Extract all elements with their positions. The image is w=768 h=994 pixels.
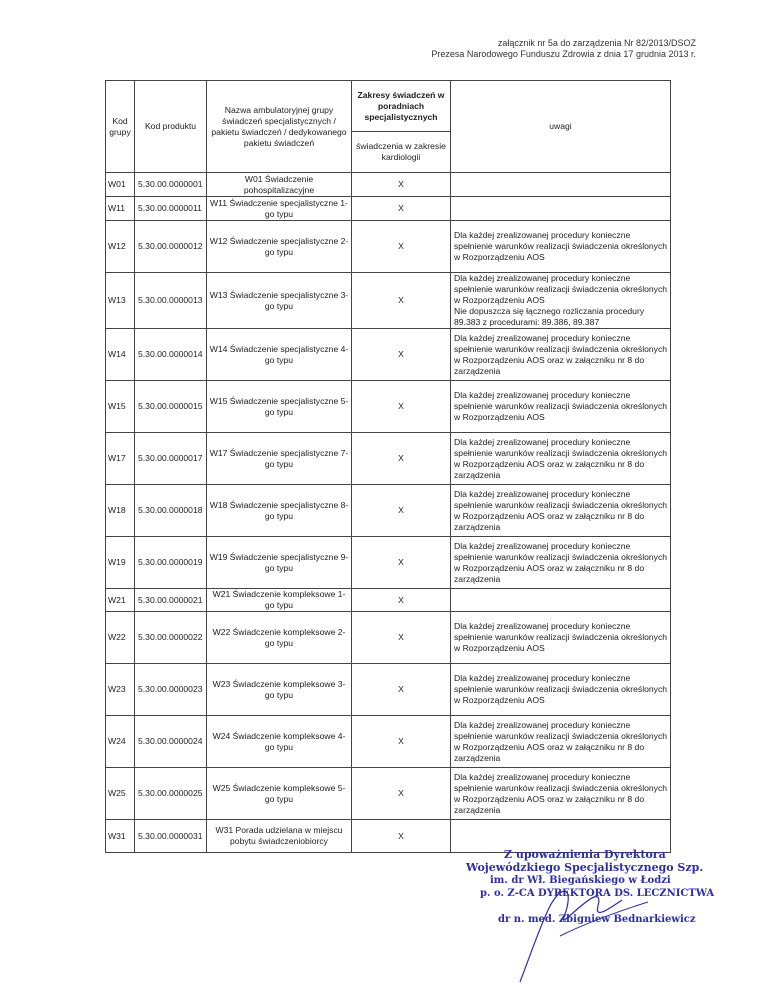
cell-kod-grupy: W31	[106, 820, 135, 853]
cell-kod-produktu: 5.30.00.0000012	[135, 221, 207, 273]
cell-uwagi: Dla każdej zrealizowanej procedury konieczne spełnienie warunków realizacji świadczenia określonych w Rozporządzeniu AOS oraz w załączniku nr 8 do zarządzenia	[451, 329, 671, 381]
cell-kod-produktu: 5.30.00.0000031	[135, 820, 207, 853]
cell-kod-produktu: 5.30.00.0000013	[135, 273, 207, 329]
table-row	[106, 197, 671, 221]
cell-uwagi: Dla każdej zrealizowanej procedury konieczne spełnienie warunków realizacji świadczenia określonych w Rozporządzeniu AOS	[451, 664, 671, 716]
cell-kod-produktu: 5.30.00.0000001	[135, 173, 207, 197]
cell-uwagi: Dla każdej zrealizowanej procedury konieczne spełnienie warunków realizacji świadczenia określonych w Rozporządzeniu AOS oraz w załączniku nr 8 do zarządzenia	[451, 485, 671, 537]
cell-kardiologia-mark: X	[352, 664, 451, 716]
cell-kod-produktu: 5.30.00.0000015	[135, 381, 207, 433]
cell-kardiologia-mark: X	[352, 485, 451, 537]
cell-kod-produktu: 5.30.00.0000025	[135, 768, 207, 820]
cell-kod-produktu: 5.30.00.0000024	[135, 716, 207, 768]
table-row	[106, 716, 671, 768]
cell-kardiologia-mark: X	[352, 768, 451, 820]
table-row	[106, 273, 671, 329]
table-row	[106, 768, 671, 820]
cell-kod-grupy: W14	[106, 329, 135, 381]
cell-uwagi: Dla każdej zrealizowanej procedury konieczne spełnienie warunków realizacji świadczenia określonych w Rozporządzeniu AOS oraz w załączniku nr 8 do zarządzenia	[451, 716, 671, 768]
table-row	[106, 173, 671, 197]
cell-uwagi: Dla każdej zrealizowanej procedury konieczne spełnienie warunków realizacji świadczenia określonych w Rozporządzeniu AOS oraz w załączniku nr 8 do zarządzenia	[451, 768, 671, 820]
attachment-header-line2: Prezesa Narodowego Funduszu Zdrowia z dnia 17 grudnia 2013 r.	[431, 49, 696, 59]
cell-kod-produktu: 5.30.00.0000019	[135, 537, 207, 589]
cell-kod-produktu: 5.30.00.0000017	[135, 433, 207, 485]
cell-kod-produktu: 5.30.00.0000018	[135, 485, 207, 537]
cell-kod-produktu: 5.30.00.0000014	[135, 329, 207, 381]
cell-kod-produktu: 5.30.00.0000011	[135, 197, 207, 221]
cell-kod-grupy: W18	[106, 485, 135, 537]
cell-kod-grupy: W22	[106, 612, 135, 664]
attachment-header-line1: załącznik nr 5a do zarządzenia Nr 82/2013/DSOZ	[497, 38, 696, 48]
services-table	[105, 80, 671, 853]
cell-uwagi	[451, 173, 671, 197]
cell-nazwa: W14 Świadczenie specjalistyczne 4-go typu	[207, 329, 352, 381]
cell-uwagi: Dla każdej zrealizowanej procedury konieczne spełnienie warunków realizacji świadczenia określonych w Rozporządzeniu AOS oraz w załączniku nr 8 do zarządzenia	[451, 537, 671, 589]
cell-kardiologia-mark: X	[352, 381, 451, 433]
cell-uwagi: Dla każdej zrealizowanej procedury konieczne spełnienie warunków realizacji świadczenia określonych w Rozporządzeniu AOS	[451, 381, 671, 433]
cell-kardiologia-mark: X	[352, 433, 451, 485]
cell-kardiologia-mark: X	[352, 612, 451, 664]
cell-nazwa: W31 Porada udzielana w miejscu pobytu świadczeniobiorcy	[207, 820, 352, 853]
cell-kod-grupy: W11	[106, 197, 135, 221]
cell-nazwa: W11 Świadczenie specjalistyczne 1-go typu	[207, 197, 352, 221]
table-row	[106, 664, 671, 716]
cell-kardiologia-mark: X	[352, 197, 451, 221]
stamp-line2: Wojewódzkiego Specjalistycznego Szp.	[466, 861, 704, 874]
cell-kardiologia-mark: X	[352, 173, 451, 197]
cell-kod-grupy: W25	[106, 768, 135, 820]
cell-kod-grupy: W23	[106, 664, 135, 716]
cell-kod-produktu: 5.30.00.0000023	[135, 664, 207, 716]
cell-uwagi	[451, 589, 671, 612]
cell-kardiologia-mark: X	[352, 329, 451, 381]
cell-uwagi: Dla każdej zrealizowanej procedury konieczne spełnienie warunków realizacji świadczenia określonych w Rozporządzeniu AOS oraz w załączniku nr 8 do zarządzenia	[451, 433, 671, 485]
cell-kardiologia-mark: X	[352, 589, 451, 612]
cell-nazwa: W01 Świadczenie pohospitalizacyjne	[207, 173, 352, 197]
table-row	[106, 221, 671, 273]
cell-kardiologia-mark: X	[352, 716, 451, 768]
table-row	[106, 433, 671, 485]
cell-kod-grupy: W17	[106, 433, 135, 485]
cell-nazwa: W13 Świadczenie specjalistyczne 3-go typu	[207, 273, 352, 329]
cell-nazwa: W22 Świadczenie kompleksowe 2-go typu	[207, 612, 352, 664]
cell-kardiologia-mark: X	[352, 221, 451, 273]
cell-uwagi: Dla każdej zrealizowanej procedury konieczne spełnienie warunków realizacji świadczenia określonych w Rozporządzeniu AOS	[451, 612, 671, 664]
cell-nazwa: W12 Świadczenie specjalistyczne 2-go typu	[207, 221, 352, 273]
stamp-line4: p. o. Z-CA DYREKTORA DS. LECZNICTWA	[480, 888, 715, 899]
cell-kod-produktu: 5.30.00.0000021	[135, 589, 207, 612]
cell-kardiologia-mark: X	[352, 273, 451, 329]
cell-kod-grupy: W24	[106, 716, 135, 768]
cell-uwagi	[451, 197, 671, 221]
cell-kod-grupy: W01	[106, 173, 135, 197]
cell-kod-grupy: W21	[106, 589, 135, 612]
cell-nazwa: W21 Świadczenie kompleksowe 1-go typu	[207, 589, 352, 612]
table-row	[106, 612, 671, 664]
cell-nazwa: W15 Świadczenie specjalistyczne 5-go typu	[207, 381, 352, 433]
cell-nazwa: W19 Świadczenie specjalistyczne 9-go typu	[207, 537, 352, 589]
table-row	[106, 329, 671, 381]
stamp-line1: Z upoważnienia Dyrektora	[504, 848, 666, 861]
cell-uwagi: Dla każdej zrealizowanej procedury konieczne spełnienie warunków realizacji świadczenia określonych w Rozporządzeniu AOS	[451, 221, 671, 273]
table-row	[106, 537, 671, 589]
cell-uwagi: Dla każdej zrealizowanej procedury konieczne spełnienie warunków realizacji świadczenia określonych w Rozporządzeniu AOS Nie dopuszcza się łącznego rozliczania procedury 89.383 z procedurami: 89.386, 89.387	[451, 273, 671, 329]
cell-kardiologia-mark: X	[352, 537, 451, 589]
header-zakresy: Zakresy świadczeń w poradniach specjalistycznych	[352, 81, 451, 132]
cell-nazwa: W25 Świadczenie kompleksowe 5-go typu	[207, 768, 352, 820]
stamp-line3: im. dr Wł. Biegańskiego w Łodzi	[490, 875, 671, 886]
cell-nazwa: W23 Świadczenie kompleksowe 3-go typu	[207, 664, 352, 716]
header-nazwa: Nazwa ambulatoryjnej grupy świadczeń specjalistycznych / pakietu świadczeń / dedykowanego pakietu świadczeń	[207, 81, 352, 173]
cell-kod-grupy: W12	[106, 221, 135, 273]
cell-kardiologia-mark: X	[352, 820, 451, 853]
cell-nazwa: W17 Świadczenie specjalistyczne 7-go typu	[207, 433, 352, 485]
header-uwagi: uwagi	[451, 81, 671, 173]
header-kardiologia: świadczenia w zakresie kardiologii	[352, 132, 451, 173]
cell-kod-grupy: W15	[106, 381, 135, 433]
header-kod-grupy: Kod grupy	[106, 81, 135, 173]
cell-nazwa: W24 Świadczenie kompleksowe 4-go typu	[207, 716, 352, 768]
header-kod-produktu: Kod produktu	[135, 81, 207, 173]
table-row	[106, 485, 671, 537]
table-row	[106, 381, 671, 433]
cell-kod-grupy: W19	[106, 537, 135, 589]
cell-nazwa: W18 Świadczenie specjalistyczne 8-go typu	[207, 485, 352, 537]
table-row	[106, 589, 671, 612]
stamp-line5: dr n. med. Zbigniew Bednarkiewicz	[498, 914, 696, 925]
cell-kod-grupy: W13	[106, 273, 135, 329]
cell-kod-produktu: 5.30.00.0000022	[135, 612, 207, 664]
